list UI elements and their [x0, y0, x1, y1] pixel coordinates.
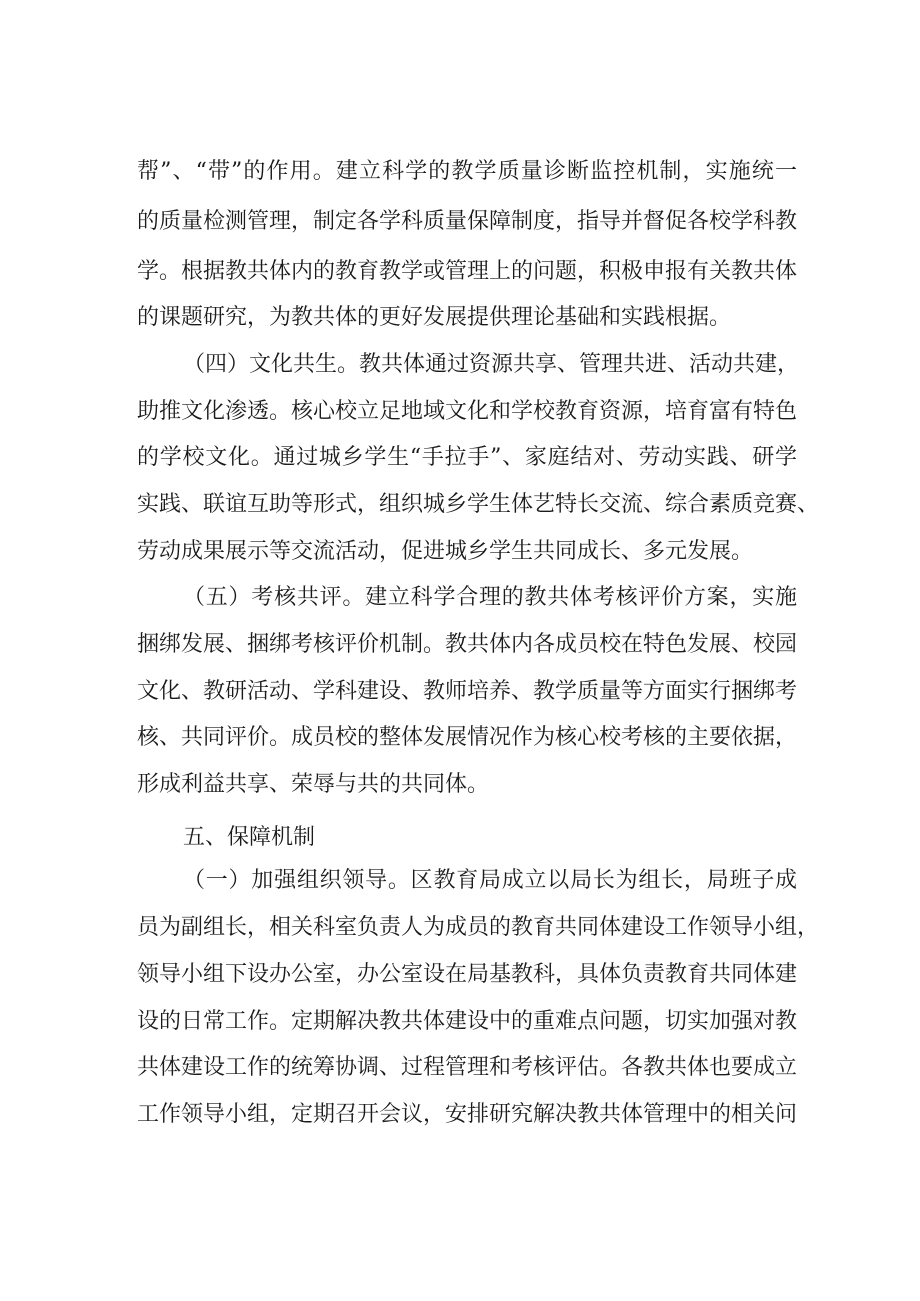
text-line: 设的日常工作。定期解决教共体建设中的重难点问题，切实加强对教 [137, 1009, 798, 1034]
text-line: 学。根据教共体内的教育教学或管理上的问题，积极申报有关教共体 [137, 259, 798, 284]
text-line: 工作领导小组，定期召开会议，安排研究解决教共体管理中的相关问 [137, 1102, 798, 1127]
text-line: 帮”、“带”的作用。建立科学的教学质量诊断监控机制，实施统一 [137, 159, 797, 184]
text-line: 实践、联谊互助等形式，组织城乡学生体艺特长交流、综合素质竞赛、 [137, 492, 820, 517]
paragraph-first-line: （一）加强组织领导。区教育局成立以局长为组长，局班子成 [183, 868, 797, 893]
text-line: 文化、教研活动、学科建设、教师培养、教学质量等方面实行捆绑考 [137, 679, 798, 704]
text-line: 共体建设工作的统筹协调、过程管理和考核评估。各教共体也要成立 [137, 1055, 798, 1080]
paragraph-first-line: （五）考核共评。建立科学合理的教共体考核评价方案，实施 [183, 585, 797, 610]
paragraph-first-line: （四）文化共生。教共体通过资源共享、管理共进、活动共建， [183, 352, 800, 377]
text-line: 的学校文化。通过城乡学生“手拉手”、家庭结对、劳动实践、研学 [137, 445, 797, 470]
text-line: 的质量检测管理，制定各学科质量保障制度，指导并督促各校学科教 [137, 209, 798, 234]
text-line: 形成利益共享、荣辱与共的共同体。 [137, 772, 490, 797]
text-line: 员为副组长，相关科室负责人为成员的教育共同体建设工作领导小组， [137, 915, 820, 940]
section-heading: 五、保障机制 [183, 825, 316, 850]
text-line: 领导小组下设办公室，办公室设在局基教科，具体负责教育共同体建 [137, 962, 798, 987]
text-line: 助推文化渗透。核心校立足地域文化和学校教育资源，培育富有特色 [137, 399, 798, 424]
text-line: 核、共同评价。成员校的整体发展情况作为核心校考核的主要依据， [137, 725, 798, 750]
text-line: 劳动成果展示等交流活动，促进城乡学生共同成长、多元发展。 [137, 539, 754, 564]
text-line: 的课题研究，为教共体的更好发展提供理论基础和实践根据。 [137, 305, 732, 330]
text-line: 捆绑发展、捆绑考核评价机制。教共体内各成员校在特色发展、校园 [137, 632, 798, 657]
